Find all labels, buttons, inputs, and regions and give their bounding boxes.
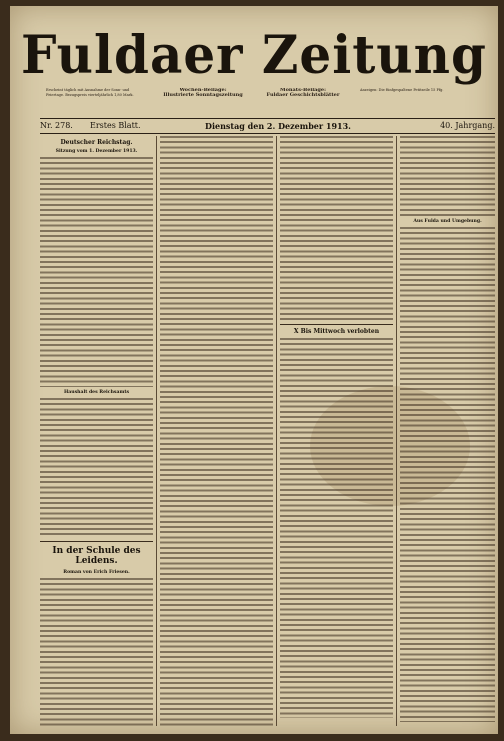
subheader-wochen	[158, 88, 248, 118]
reichstag-sub: Sitzung vom 1. Dezember 1913.	[55, 149, 138, 154]
divider	[280, 324, 393, 325]
subheader-right: Anzeigen: Die fünfgespaltene Petitzeile 15 Pfg.	[360, 88, 444, 92]
subheader-monats	[258, 88, 348, 118]
column-4	[400, 136, 495, 726]
monats-title: Monats-Beilage:	[280, 88, 326, 93]
volume-label: 40. Jahrgang.	[440, 121, 495, 130]
local-heading: Aus Fulda und Umgebung.	[413, 219, 482, 224]
divider	[40, 541, 153, 542]
sheet-label: Erstes Blatt.	[90, 121, 141, 130]
dateline-rule	[40, 133, 495, 134]
wochen-sub: Illustrierte Sonntagszeitung	[163, 91, 243, 98]
column-2	[160, 136, 273, 726]
issue-date: Dienstag den 2. Dezember 1913.	[205, 121, 351, 131]
section-heading: X Bis Mittwoch verlobten	[293, 328, 380, 335]
text-block	[160, 136, 273, 726]
column-divider	[396, 136, 397, 726]
story-title: In der Schule des Leidens.	[52, 546, 141, 566]
newspaper-page	[10, 6, 498, 734]
monats-sub: Fuldaer Geschichtsblätter	[266, 91, 340, 98]
column-3	[280, 136, 393, 726]
text-block	[40, 578, 153, 726]
issue-number: Nr. 278.	[40, 121, 73, 130]
subheader	[10, 88, 498, 118]
wochen-title: Wochen-Beilage:	[179, 88, 227, 93]
text-block	[280, 338, 393, 718]
text-block	[400, 227, 495, 722]
reichstag-heading: Deutscher Reichstag.	[60, 139, 133, 146]
text-block	[40, 398, 153, 538]
column-1	[40, 136, 153, 726]
top-rule	[40, 118, 495, 119]
story-sub: Roman von Erich Friesen.	[63, 570, 130, 575]
column-divider	[156, 136, 157, 726]
subheader-left: Erscheint täglich mit Ausnahme der Sonn- und Feiertage. Bezugspreis vierteljährlich 1,80 Mark.	[46, 88, 134, 97]
reichstag-sub2: Haushalt des Reichsamts	[63, 390, 130, 395]
masthead-title: Fuldaer Zeitung	[21, 23, 487, 86]
text-block	[40, 157, 153, 387]
column-divider	[276, 136, 277, 726]
text-block	[400, 136, 495, 216]
dateline	[40, 120, 495, 132]
text-block	[280, 136, 393, 321]
